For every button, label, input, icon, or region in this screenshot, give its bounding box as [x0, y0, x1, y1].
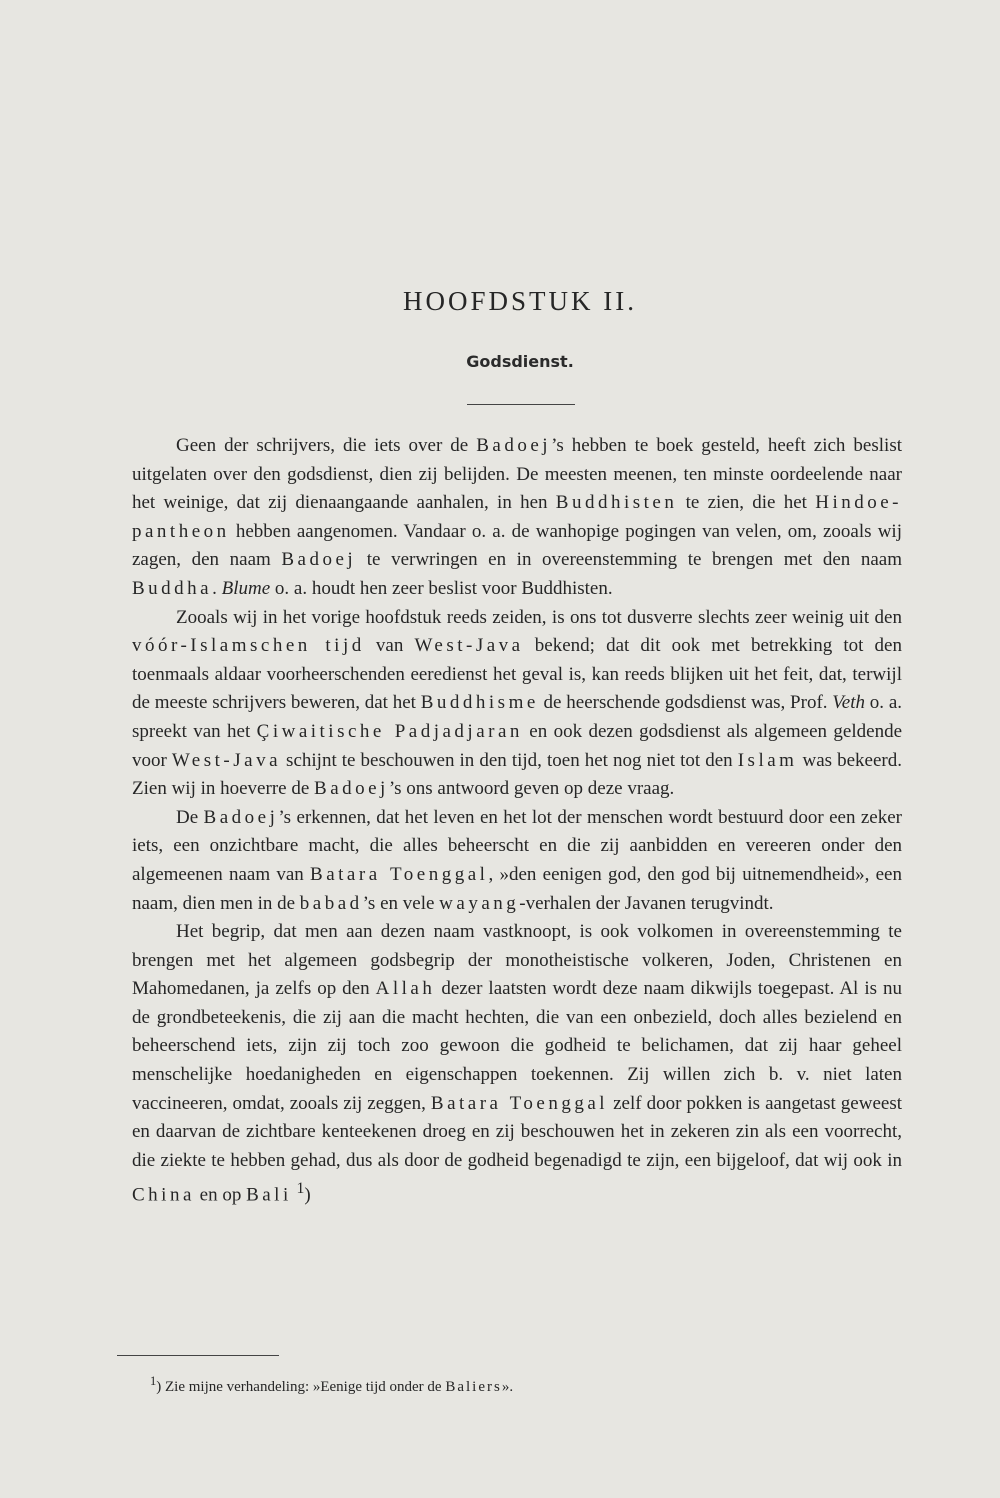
spaced-term: Batara Toenggal: [310, 863, 489, 885]
spaced-term: Çiwaitische Padjadjaran: [256, 720, 523, 742]
spaced-term: Badoej: [203, 806, 279, 828]
text-run: was bekeerd. Zien wij in hoeverre de: [132, 749, 902, 800]
text-run: ’s hebben te boek gesteld, heeft zich beslist uitgelaten over den godsdienst, dien zij belijden. De meesten meenen, ten minste oordeelende naar het weinige, dat zij dienaangaande aanhalen, in hen: [132, 435, 902, 514]
text-run: ’s erkennen, dat het leven en het lot der menschen wordt bestuurd door een zeker iets, een onzichtbare macht, die alles beheerscht en die zij aanbidden en vereeren onder den algemeenen naam van: [132, 806, 902, 885]
text-run: ) Zie mijne verhandeling: »Eenige tijd onder de: [156, 1379, 446, 1395]
spaced-term: Badoej: [476, 435, 552, 456]
spaced-term: Bali: [246, 1184, 292, 1206]
text-run: ’s en vele: [362, 892, 440, 914]
text-run: bekend; dat dit ook met betrekking tot den toenmaals aldaar voorheerschenden eeredienst het geval is, kan reeds blijken uit het feit, dat, terwijl de meeste schrijvers beweren, dat het: [132, 635, 902, 714]
spaced-term: Badoej: [314, 778, 389, 800]
paragraph-2: [132, 604, 902, 804]
italic-name: Veth: [832, 692, 866, 714]
text-run: Het begrip, dat men aan dezen naam vastknoopt, is ook volkomen in overeenstemming te brengen met het algemeen godsbegrip der monotheistische volkeren, Joden, Christenen en Mahomedanen, ja zelfs op den: [132, 921, 902, 1000]
spaced-term: wayang: [439, 892, 520, 914]
footnote-marker: 1: [150, 1374, 157, 1388]
spaced-term: Badoej: [281, 549, 357, 571]
body-text: [132, 432, 902, 1210]
paragraph-1: [132, 432, 902, 604]
section-subtitle: Godsdienst.: [466, 352, 574, 371]
text-run: -verhalen der Javanen terugvindt.: [519, 892, 774, 914]
spaced-term: Islam: [737, 749, 798, 771]
text-run: Geen der schrijvers, die iets over de: [176, 435, 477, 456]
spaced-term: West-Java: [171, 749, 281, 771]
text-run: zelf door pokken is aangetast geweest en daarvan de zichtbare kenteekenen droeg en zij beschouwen het in zekeren zin als een voorrecht, die ziekte te hebben gehad, dus als door de godheid begenadigd te zijn, een bijgeloof, dat wij ook in: [132, 1092, 902, 1171]
spaced-term: China: [132, 1184, 195, 1206]
text-run: o. a. spreekt van het: [132, 692, 902, 742]
text-run: hebben aangenomen. Vandaar o. a. de wanhopige pogingen van velen, om, zooals wij zagen, den naam: [132, 520, 902, 571]
spaced-term: West-Java: [414, 635, 524, 657]
text-run: de heerschende godsdienst was, Prof.: [538, 692, 833, 714]
spaced-term: vóór-Islamschen tijd: [132, 635, 365, 657]
paragraph-4: [132, 918, 902, 1210]
text-run: en op: [194, 1184, 247, 1206]
spaced-term: Baliers: [445, 1379, 502, 1395]
text-run: ’s ons antwoord geven op deze vraag.: [388, 778, 675, 800]
text-run: en ook dezen godsdienst als algemeen geldende voor: [132, 720, 902, 771]
spaced-term: Buddha: [132, 577, 213, 599]
paragraph-3: [132, 804, 902, 918]
text-run: ): [304, 1184, 311, 1206]
spaced-term: Hindoe-pantheon: [132, 492, 902, 542]
title-divider: [467, 404, 575, 405]
spaced-term: Allah: [375, 978, 436, 1000]
text-run: dezer laatsten wordt deze naam dikwijls toegepast. Al is nu de grondbeteekenis, die zij aan die macht hechten, die van een onbezield, doch alles bezielend en beheerschend iets, zijn zij toch zoo gewoon die godheid te belichamen, dat zij haar geheel menschelijke hoedanigheden en eigenschappen toekennen. Zij willen zich b. v. niet laten vaccineeren, omdat, zooals zij zeggen,: [132, 978, 902, 1114]
text-run: Zooals wij in het vorige hoofdstuk reeds zeiden, is ons tot dusverre slechts zeer weinig uit den: [176, 606, 902, 628]
text-run: schijnt te beschouwen in den tijd, toen het nog niet tot den: [281, 749, 738, 771]
text-run: te verwringen en in overeenstemming te brengen met den naam: [356, 549, 902, 571]
footnote-divider: [117, 1355, 279, 1356]
spaced-term: Buddhisme: [420, 692, 539, 714]
text-run: De: [176, 806, 204, 828]
text-run: o. a. houdt hen zeer beslist voor Buddhisten.: [270, 577, 613, 599]
chapter-title: HOOFDSTUK II.: [403, 286, 637, 316]
text-run: ».: [501, 1379, 514, 1395]
text-run: te zien, die het: [677, 492, 816, 514]
spaced-term: babad: [299, 892, 363, 914]
italic-name: Blume: [221, 577, 271, 599]
text-run: , »den eenigen god, den god bij uitnemendheid», een naam, dien men in de: [132, 863, 902, 914]
text-run: van: [364, 635, 415, 657]
text-run: .: [212, 577, 222, 599]
footnote: [150, 1374, 910, 1396]
spaced-term: Buddhisten: [555, 492, 678, 514]
spaced-term: Batara Toenggal: [430, 1092, 609, 1114]
footnote-ref[interactable]: 1: [296, 1180, 305, 1198]
